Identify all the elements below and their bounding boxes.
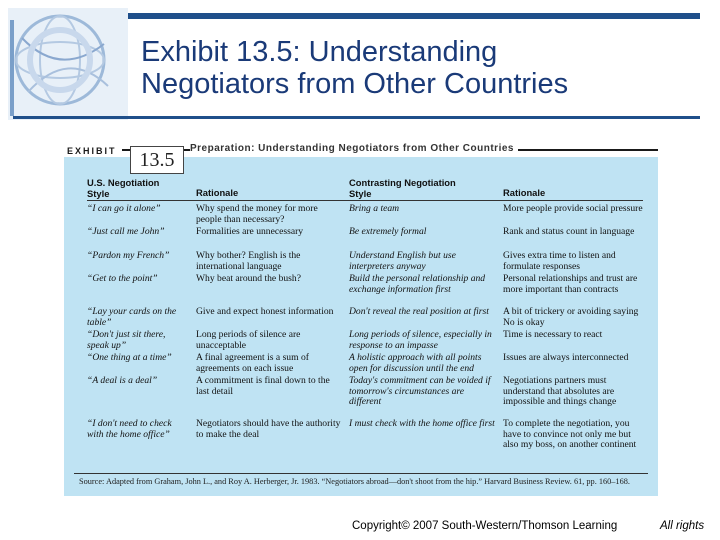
- title-line-2: Negotiators from Other Countries: [141, 68, 569, 100]
- header-us-style-line1: U.S. Negotiation: [87, 177, 160, 188]
- table-cell: “Lay your cards on the table”: [87, 306, 177, 328]
- table-cell: Negotiators should have the authority to make the deal: [196, 418, 341, 440]
- copyright-text: Copyright© 2007 South-Western/Thomson Learning: [352, 520, 618, 532]
- table-cell: Rank and status count in language: [503, 226, 635, 237]
- top-rule: [128, 13, 700, 19]
- table-cell: Personal relationships and trust are more important than contracts: [503, 273, 638, 295]
- header-contrast-rationale: Rationale: [503, 187, 546, 198]
- table-cell: “I can go it alone”: [87, 203, 161, 214]
- title-underline: [13, 116, 700, 119]
- exhibit-number: 13.5: [130, 146, 184, 174]
- exhibit-table: [64, 157, 658, 496]
- slide-title: [141, 36, 711, 100]
- table-cell: A commitment is final down to the last detail: [196, 375, 330, 397]
- table-cell: Negotiations partners must understand that absolutes are impossible and things change: [503, 375, 617, 407]
- header-us-style: [87, 178, 187, 199]
- left-rule: [10, 20, 14, 116]
- table-cell: Why bother? English is the international language: [196, 250, 301, 272]
- table-cell: “One thing at a time”: [87, 352, 172, 363]
- table-cell: Why beat around the bush?: [196, 273, 301, 284]
- table-cell: A holistic approach with all points open for discussion until the end: [349, 352, 482, 374]
- table-cell: Understand English but use interpreters anyway: [349, 250, 456, 272]
- table-cell: “Get to the point”: [87, 273, 158, 284]
- table-cell: Issues are always interconnected: [503, 352, 629, 363]
- table-cell: Build the personal relationship and exchange information first: [349, 273, 486, 295]
- header-contrast-style-line1: Contrasting Negotiation: [349, 177, 456, 188]
- title-line-1: Exhibit 13.5: Understanding: [141, 36, 498, 68]
- source-rule: [74, 473, 648, 474]
- table-cell: Formalities are unnecessary: [196, 226, 304, 237]
- table-cell: Give and expect honest information: [196, 306, 334, 317]
- header-rationale: Rationale: [196, 187, 239, 198]
- table-cell: Bring a team: [349, 203, 400, 214]
- exhibit-caption: Preparation: Understanding Negotiators from Other Countries: [190, 143, 518, 154]
- header-us-style-line2: Style: [87, 187, 110, 199]
- rights-text: All rights: [660, 520, 705, 532]
- exhibit-figure: [64, 142, 658, 496]
- globe-logo-icon: [8, 8, 128, 120]
- header-rule: [87, 200, 643, 201]
- table-cell: “I don't need to check with the home office”: [87, 418, 172, 440]
- table-cell: Why spend the money for more people than necessary?: [196, 203, 318, 225]
- table-cell: Gives extra time to listen and formulate responses: [503, 250, 616, 272]
- table-cell: A final agreement is a sum of agreements on each issue: [196, 352, 309, 374]
- table-cell: “Don't just sit there, speak up”: [87, 329, 166, 351]
- table-cell: Don't reveal the real position at first: [349, 306, 489, 317]
- exhibit-label: EXHIBIT: [67, 146, 117, 156]
- header-contrast-style-line2: Style: [349, 187, 372, 199]
- table-cell: “Pardon my French”: [87, 250, 170, 261]
- table-cell: Long periods of silence, especially in response to an impasse: [349, 329, 492, 351]
- exhibit-source: Source: Adapted from Graham, John L., and Roy A. Herberger, Jr. 1983. “Negotiators abroad—don't shoot from the hip.” Harvard Business Review. 61, pp. 160–168.: [79, 477, 630, 486]
- table-cell: Today's commitment can be voided if tomorrow's circumstances are different: [349, 375, 491, 407]
- header-contrast-style: [349, 178, 497, 199]
- table-cell: “Just call me John”: [87, 226, 165, 237]
- table-cell: I must check with the home office first: [349, 418, 495, 429]
- table-cell: Be extremely formal: [349, 226, 427, 237]
- table-cell: “A deal is a deal”: [87, 375, 158, 386]
- table-cell: Time is necessary to react: [503, 329, 603, 340]
- table-cell: Long periods of silence are unacceptable: [196, 329, 301, 351]
- table-cell: A bit of trickery or avoiding saying No is okay: [503, 306, 639, 328]
- table-cell: To complete the negotiation, you have to convince not only me but also my boss, on another continent: [503, 418, 637, 450]
- table-cell: More people provide social pressure: [503, 203, 643, 214]
